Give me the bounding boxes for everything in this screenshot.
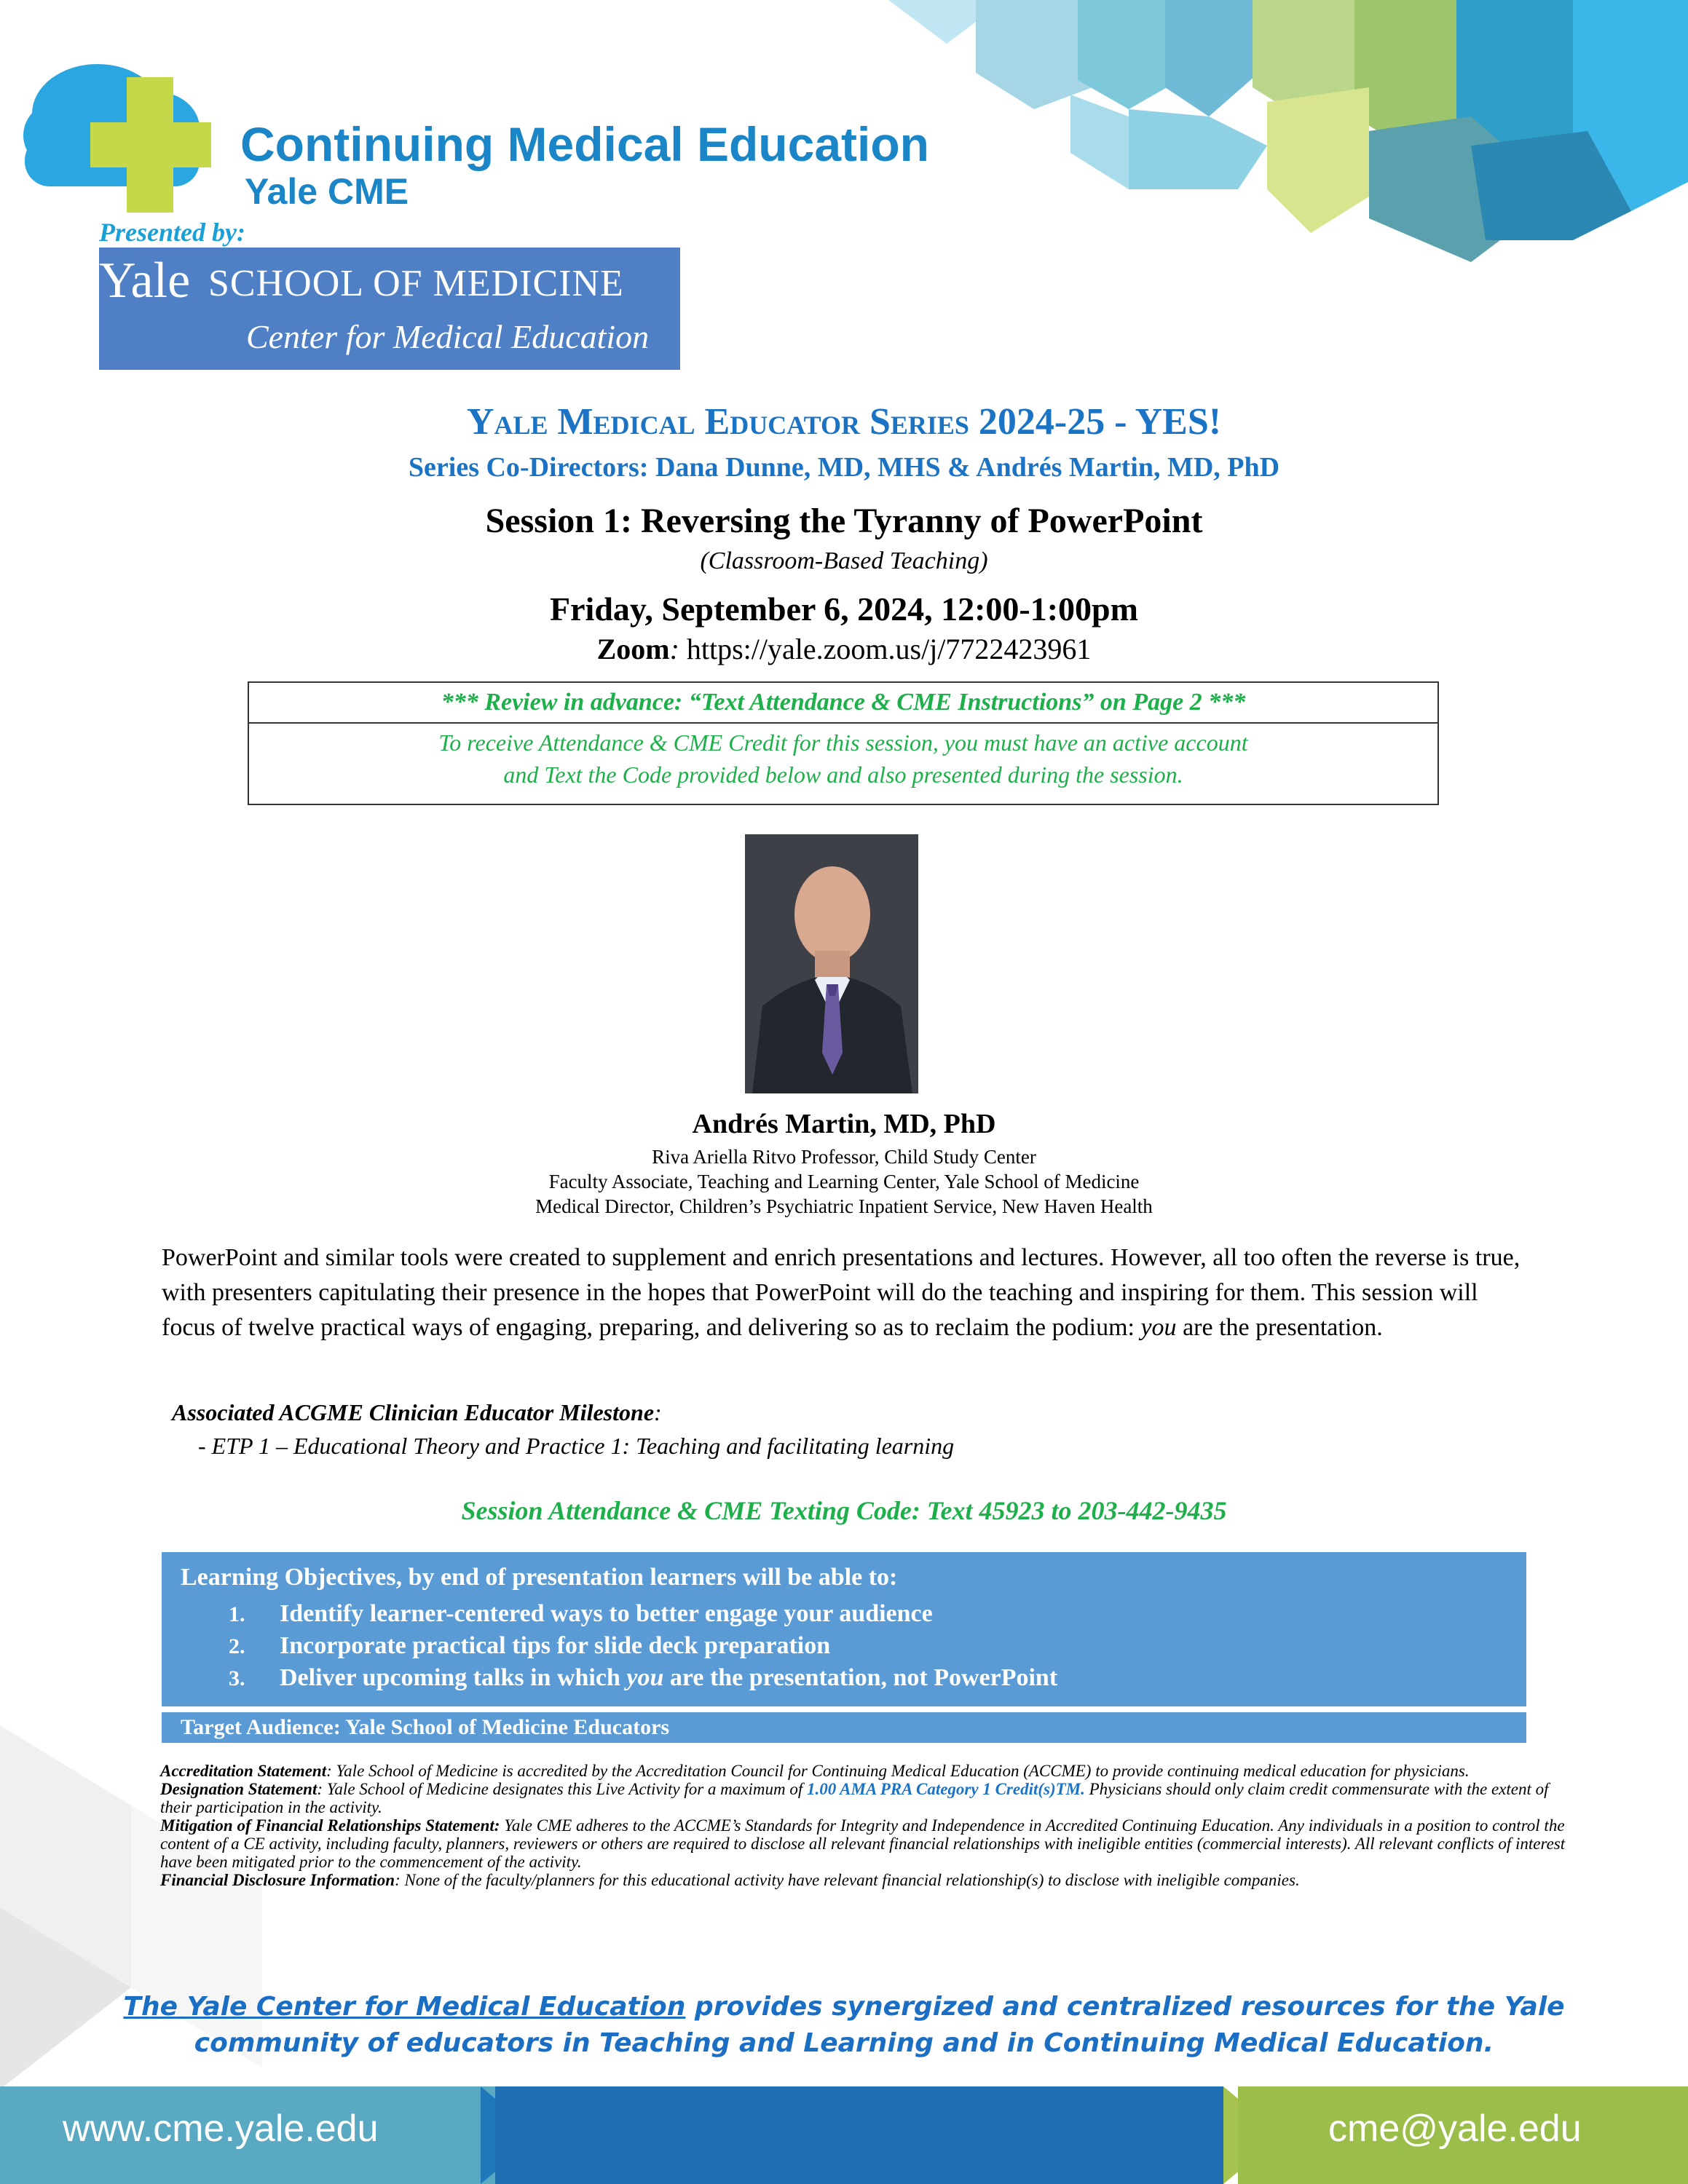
- designation-statement: [160, 1780, 1580, 1816]
- ysm-center-name: Center for Medical Education: [246, 318, 650, 355]
- session-description: [162, 1241, 1531, 1345]
- objective-text: Identify learner-centered ways to better engage your audience: [280, 1600, 933, 1627]
- cme-logo-subtitle: Yale CME: [245, 171, 409, 212]
- session-title: Session 1: Reversing the Tyranny of PowerPoint: [485, 502, 1203, 540]
- presented-by-label: Presented by:: [99, 218, 245, 247]
- zoom-line: [0, 632, 1688, 666]
- speaker-photo-illustration: [745, 834, 918, 1093]
- objective-item: [229, 1632, 830, 1660]
- target-audience-text: Target Audience: Yale School of Medicine Educators: [181, 1715, 670, 1739]
- header-decoration: [859, 0, 1688, 277]
- speaker-name: Andrés Martin, MD, PhD: [692, 1109, 996, 1139]
- series-title: Yale Medical Educator Series 2024-25 - YES!: [466, 401, 1222, 443]
- speaker-title-1: Riva Ariella Ritvo Professor, Child Study Center: [652, 1146, 1036, 1168]
- milestone-colon: :: [654, 1399, 662, 1425]
- footer-promo-line-1: [0, 1989, 1688, 2025]
- objective-item: [229, 1664, 1057, 1692]
- designation-text-a: : Yale School of Medicine designates this Live Activity for a maximum of: [317, 1780, 807, 1798]
- footer-promo: [0, 1989, 1688, 2062]
- learning-objectives-heading: Learning Objectives, by end of presentation learners will be able to:: [181, 1564, 898, 1591]
- objective-text: Incorporate practical tips for slide deck preparation: [280, 1632, 831, 1659]
- disclosure-statement: [160, 1871, 1580, 1889]
- review-notice-box: [248, 681, 1439, 805]
- footer-promo-text-a: provides synergized and centralized resources for the Yale: [685, 1992, 1565, 2022]
- objective-text-b: are the presentation, not PowerPoint: [663, 1664, 1058, 1691]
- speaker-title-2: Faculty Associate, Teaching and Learning Center, Yale School of Medicine: [548, 1171, 1140, 1192]
- footer-promo-line-2: community of educators in Teaching and Learning and in Continuing Medical Education.: [194, 2028, 1494, 2058]
- zoom-label: Zoom: [596, 633, 670, 665]
- review-notice-body: [249, 727, 1437, 791]
- mitigation-text: Yale CME adheres to the ACCME’s Standards for Integrity and Independence in Accredited Continuing Education. Any individuals in a position to control the content of a CE activity, including faculty, planners, reviewers or others are required to disclose all relevant financial relationships with ineligible entities (commercial interests). All relevant conflicts of interest have been mitigated prior to the commencement of the activity.: [160, 1816, 1566, 1871]
- description-text: PowerPoint and similar tools were created to supplement and enrich presentations and lectures. However, all too often the reverse is true, with presenters capitulating their presence in the hopes that PowerPoint will do the teaching and inspiring for them. This session will focus of twelve practical ways of engaging, preparing, and delivering so as to reclaim the podium:: [162, 1244, 1521, 1341]
- ysm-yale-word: Yale: [99, 253, 191, 309]
- speaker-photo: [745, 834, 918, 1093]
- yale-school-of-medicine-logo: [99, 248, 680, 370]
- objective-number: 3.: [229, 1666, 245, 1690]
- series-co-directors: Series Co-Directors: Dana Dunne, MD, MHS & Andrés Martin, MD, PhD: [408, 452, 1280, 483]
- designation-credit: 1.00 AMA PRA Category 1 Credit(s)TM.: [807, 1780, 1085, 1798]
- target-audience-bar: [162, 1712, 1526, 1743]
- description-emphasis: you: [1140, 1314, 1177, 1341]
- milestone-label: [172, 1399, 662, 1426]
- accreditation-label: Accreditation Statement: [160, 1762, 327, 1780]
- milestone-item: - ETP 1 – Educational Theory and Practice 1: Teaching and facilitating learning: [198, 1433, 955, 1459]
- disclosure-label: Financial Disclosure Information: [160, 1871, 395, 1889]
- learning-objectives-panel: [162, 1552, 1526, 1706]
- designation-label: Designation Statement: [160, 1780, 318, 1798]
- objective-number: 2.: [229, 1634, 245, 1658]
- email-link[interactable]: cme@yale.edu: [1328, 2108, 1582, 2150]
- texting-code: Session Attendance & CME Texting Code: Text 45923 to 203-442-9435: [461, 1496, 1227, 1525]
- session-date: Friday, September 6, 2024, 12:00-1:00pm: [550, 590, 1138, 628]
- mitigation-label: Mitigation of Financial Relationships Statement:: [160, 1816, 500, 1835]
- milestone-label-text: Associated ACGME Clinician Educator Milestone: [172, 1399, 655, 1425]
- review-notice-line-2: and Text the Code provided below and also presented during the session.: [503, 761, 1183, 788]
- review-notice-line-1: To receive Attendance & CME Credit for this session, you must have an active account: [438, 729, 1248, 756]
- objective-text-a: Deliver upcoming talks in which: [280, 1664, 627, 1691]
- accreditation-statement: [160, 1762, 1580, 1780]
- description-end: are the presentation.: [1176, 1314, 1383, 1341]
- website-link[interactable]: www.cme.yale.edu: [63, 2108, 379, 2150]
- accreditation-text: : Yale School of Medicine is accredited by the Accreditation Council for Continuing Medical Education (ACCME) to provide continuing medical education for physicians.: [326, 1762, 1470, 1780]
- cme-logo-icon: [17, 33, 233, 213]
- designation-text-b: Physicians should only claim credit commensurate with the extent of their participation in the activity.: [160, 1780, 1549, 1816]
- disclosure-text: : None of the faculty/planners for this educational activity have relevant financial relationship(s) to disclose with ineligible companies.: [395, 1871, 1300, 1889]
- zoom-separator: :: [669, 633, 687, 665]
- objective-text-emphasis: you: [626, 1664, 664, 1691]
- cme-logo-title: Continuing Medical Education: [240, 117, 929, 171]
- accreditation-statements: [160, 1762, 1580, 1889]
- mitigation-statement: [160, 1816, 1580, 1871]
- speaker-title-3: Medical Director, Children’s Psychiatric Inpatient Service, New Haven Health: [535, 1195, 1153, 1217]
- objective-number: 1.: [229, 1602, 245, 1626]
- center-for-medical-education-link[interactable]: The Yale Center for Medical Education: [123, 1992, 686, 2022]
- zoom-link[interactable]: https://yale.zoom.us/j/7722423961: [686, 633, 1092, 665]
- session-subtitle: (Classroom-Based Teaching): [700, 547, 988, 574]
- review-notice-heading: *** Review in advance: “Text Attendance & CME Instructions” on Page 2 ***: [249, 683, 1437, 724]
- objective-item: [229, 1600, 933, 1628]
- ysm-school-name: SCHOOL OF MEDICINE: [208, 263, 624, 304]
